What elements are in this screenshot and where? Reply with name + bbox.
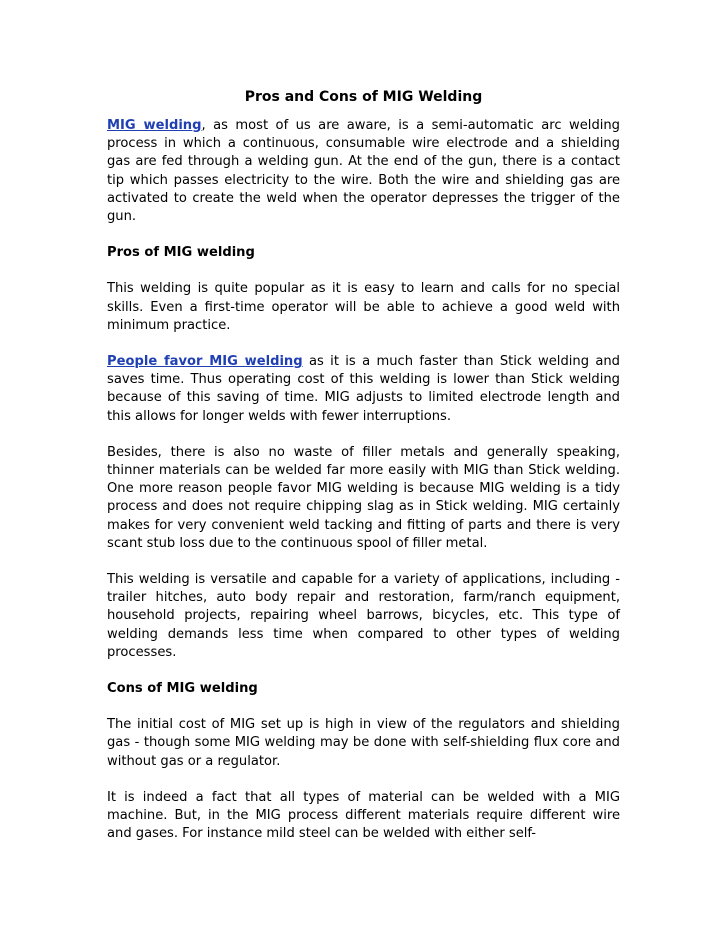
document-title: Pros and Cons of MIG Welding bbox=[244, 89, 483, 105]
mig-welding-link[interactable]: MIG welding bbox=[107, 118, 202, 133]
intro-paragraph bbox=[107, 117, 620, 226]
cons-paragraph-2: It is indeed a fact that all types of material can be welded with a MIG machine. But, in the MIG process different materials require different wire and gases. For instance mild steel can be welded with either self- bbox=[107, 789, 620, 842]
intro-text: , as most of us are aware, is a semi-automatic arc welding process in which a continuous, consumable wire electrode and a shielding gas are fed through a welding gun. At the end of the gun, there is a contact tip which passes electricity to the wire. Both the wire and shielding gas are activated to create the weld when the operator depresses the trigger of the gun. bbox=[107, 118, 620, 225]
people-favor-mig-link[interactable]: People favor MIG welding bbox=[107, 354, 303, 370]
cons-heading: Cons of MIG welding bbox=[107, 681, 258, 697]
pros-paragraph-2-text: as it is a much faster than Stick welding and saves time. Thus operating cost of this welding is lower than Stick welding because of this saving of time. MIG adjusts to limited electrode length and this allows for longer welds with fewer interruptions. bbox=[107, 354, 620, 424]
cons-paragraph-1: The initial cost of MIG set up is high in view of the regulators and shielding gas - though some MIG welding may be done with self-shielding flux core and without gas or a regulator. bbox=[107, 717, 620, 769]
pros-paragraph-3: Besides, there is also no waste of filler metals and generally speaking, thinner materials can be welded far more easily with MIG than Stick welding. One more reason people favor MIG welding is because MIG welding is a tidy process and does not require chipping slag as in Stick welding. MIG certainly makes for very convenient weld tacking and fitting of parts and there is very scant stub loss due to the continuous spool of filler metal. bbox=[107, 444, 620, 551]
pros-paragraph-4: This welding is versatile and capable for a variety of applications, including - trailer hitches, auto body repair and restoration, farm/ranch equipment, household projects, repairing wheel barrows, bicycles, etc. This type of welding demands less time when compared to other types of welding processes. bbox=[107, 572, 620, 660]
pros-paragraph-1: This welding is quite popular as it is easy to learn and calls for no special skills. Even a first-time operator will be able to achieve a good weld with minimum practice. bbox=[107, 281, 620, 333]
pros-heading: Pros of MIG welding bbox=[107, 245, 255, 261]
pros-paragraph-2 bbox=[107, 353, 620, 426]
document-page bbox=[107, 87, 620, 844]
